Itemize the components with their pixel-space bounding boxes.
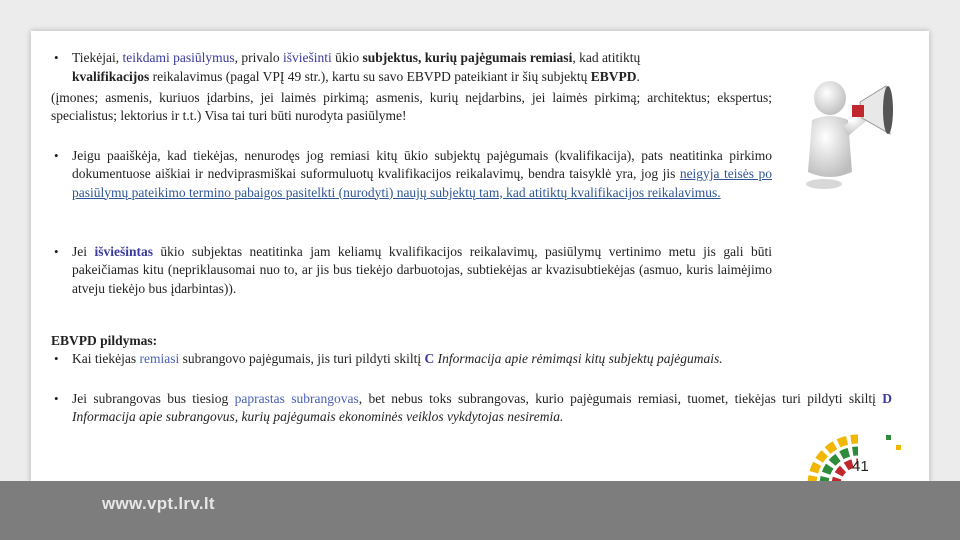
page-number: 41: [852, 458, 869, 475]
lithuanian-flag-logo-icon: [800, 425, 910, 485]
bullet: •: [54, 148, 59, 163]
rule-link[interactable]: neigyja teisės po pasiūlymų pateikimo termino pabaigos pasitelkti (nurodyti) naujų subjektų tam, kad atitiktų kvalifikacijos reikalavimus.: [72, 166, 772, 200]
paragraph-3: Jei išviešintas ūkio subjektas neatitinka jam keliamų kvalifikacijos reikalavimų, pasiūlymų vertinimo metu jis gali būti pakeičiamas kitu (nepriklausomai nuo to, ar jis bus tiekėjo darbuotojas, subtiekėjas ar kvazisubtiekėjas (asmuo, kuris laimėjimo atveju tiekėjo bus įdarbintas)).: [72, 244, 773, 296]
footer-url[interactable]: www.vpt.lrv.lt: [102, 494, 215, 513]
bullet: •: [54, 391, 59, 406]
bullet: •: [54, 351, 59, 366]
ebvpd-item-d: Jei subrangovas bus tiesiog paprastas subrangovas, bet nebus toks subrangovas, kurio pajėgumais remiasi, tuomet, tiekėjas turi pildyti skiltį D Informacija apie subrangovus, kurių pajėgumais ekonominės veiklos vykdytojas nesiremia.: [72, 391, 892, 425]
bullet: •: [54, 244, 59, 259]
megaphone-figure-icon: [790, 72, 900, 192]
paragraph-1-note: (įmones; asmenis, kuriuos įdarbins, jei laimės pirkimą; asmenis, kurių neįdarbins, jei laimės pirkimą; architektus; ekspertus; specialistus; lektorius ir t.t.) Visa tai turi būti nurodyta pasiūlyme!: [51, 90, 772, 124]
ebvpd-heading: EBVPD pildymas:: [51, 333, 158, 348]
bullet: •: [54, 50, 59, 65]
ebvpd-item-c: Kai tiekėjas remiasi subrangovo pajėgumais, jis turi pildyti skiltį C Informacija apie rėmimąsi kitų subjektų pajėgumais.: [72, 351, 723, 366]
paragraph-1-line-2: kvalifikacijos reikalavimus (pagal VPĮ 49 str.), kartu su savo EBVPD pateikiant ir šių subjektų EBVPD.: [72, 69, 640, 84]
paragraph-1-line-1: Tiekėjai, teikdami pasiūlymus, privalo išviešinti ūkio subjektus, kurių pajėgumais remiasi, kad atitiktų: [72, 50, 641, 65]
paragraph-2: Jeigu paaiškėja, kad tiekėjas, nenurodęs jog remiasi kitų ūkio subjektų pajėgumais (kvalifikacija), pats neatitinka pirkimo dokumentuose aiškiai ir nedviprasmiškai suformuluotų kvalifikacijos reikalavimų, bendra taisyklė yra, jog jis neigyja teisės po pasiūlymų pateikimo termino pabaigos pasitelkti (nurodyti) naujų subjektų tam, kad atitiktų kvalifikacijos reikalavimus.: [72, 148, 772, 200]
